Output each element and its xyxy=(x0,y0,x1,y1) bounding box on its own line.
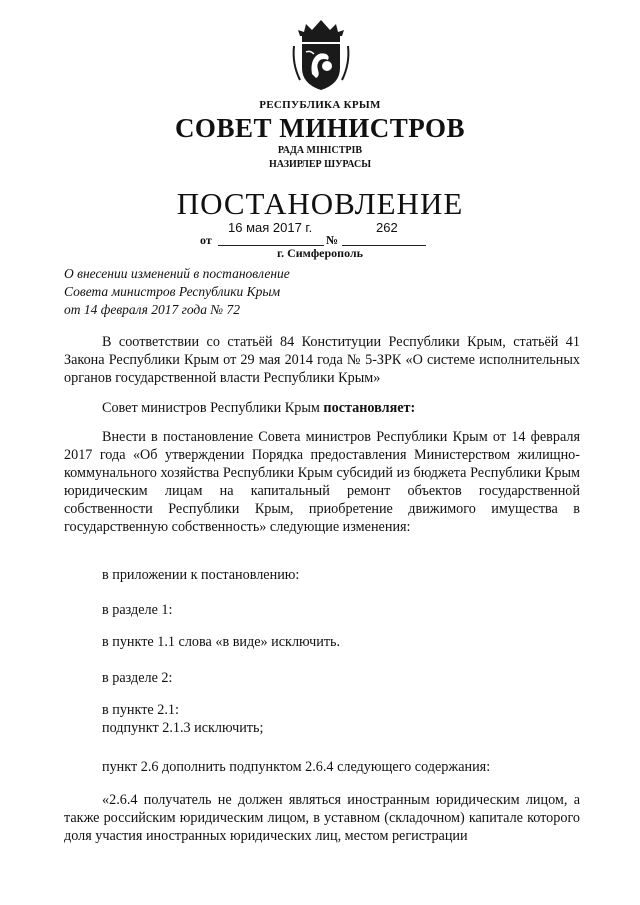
amendment-item: в разделе 1: xyxy=(102,602,173,618)
resolution-subject xyxy=(64,265,290,319)
amendment-item xyxy=(102,701,580,737)
resolution-date: 16 мая 2017 г. xyxy=(228,220,313,235)
amendment-item: в приложении к постановлению: xyxy=(102,567,300,583)
subject-line: О внесении изменений в постановление xyxy=(64,266,290,281)
amendment-subitem: подпункт 2.1.3 исключить; xyxy=(102,720,264,736)
subject-line: Совета министров Республики Крым xyxy=(64,284,281,299)
resolution-title: ПОСТАНОВЛЕНИЕ xyxy=(176,186,464,221)
council-title-ukrainian: РАДА МІНІСТРІВ xyxy=(277,145,363,156)
amendment-item: в пункте 1.1 слова «в виде» исключить. xyxy=(102,634,341,650)
resolution-number: 262 xyxy=(376,220,398,235)
amendment-paragraph: Внести в постановление Совета министров Республики Крым от 14 февраля 2017 года «Об утверждении Порядка предоставления Министерством жилищно-коммунального хозяйства Республики Крым субсидий из бюджета Республики Крым юридическим лицам на капитальный ремонт объектов государственной собственности Республики Крым, приобретение движимого имущества в государственную собственность» следующие изменения: xyxy=(64,429,580,535)
amendment-subitem: в пункте 2.1: xyxy=(102,702,179,718)
date-label: от xyxy=(200,233,212,247)
council-title-crimean-tatar: НАЗИРЛЕР ШУРАСЫ xyxy=(268,159,372,170)
subject-line: от 14 февраля 2017 года № 72 xyxy=(64,302,240,317)
new-subclause-paragraph: «2.6.4 получатель не должен являться иностранным юридическим лицом, а также российским юридическим лицом, в уставном (складочном) капитале которого доля участия иностранных юридических лиц, местом регистрации xyxy=(64,792,580,844)
crimea-coat-of-arms-icon xyxy=(290,12,352,94)
republic-name: РЕСПУБЛИКА КРЫМ xyxy=(259,99,381,111)
number-label: № xyxy=(326,233,339,247)
date-number-row xyxy=(198,220,438,246)
decision-verb: постановляет: xyxy=(323,400,416,416)
council-title: СОВЕТ МИНИСТРОВ xyxy=(174,113,466,143)
amendment-item: пункт 2.6 дополнить подпунктом 2.6.4 следующего содержания: xyxy=(102,759,491,775)
decision-paragraph xyxy=(64,399,580,417)
city-name: г. Симферополь xyxy=(277,246,363,260)
decision-text: Совет министров Республики Крым xyxy=(102,400,324,416)
preamble-paragraph: В соответствии со статьёй 84 Конституции Республики Крым, статьёй 41 Закона Республики Крым от 29 мая 2014 года № 5-ЗРК «О системе исполнительных органов государственной власти Республики Крым» xyxy=(64,334,580,386)
amendment-item: в разделе 2: xyxy=(102,670,173,686)
